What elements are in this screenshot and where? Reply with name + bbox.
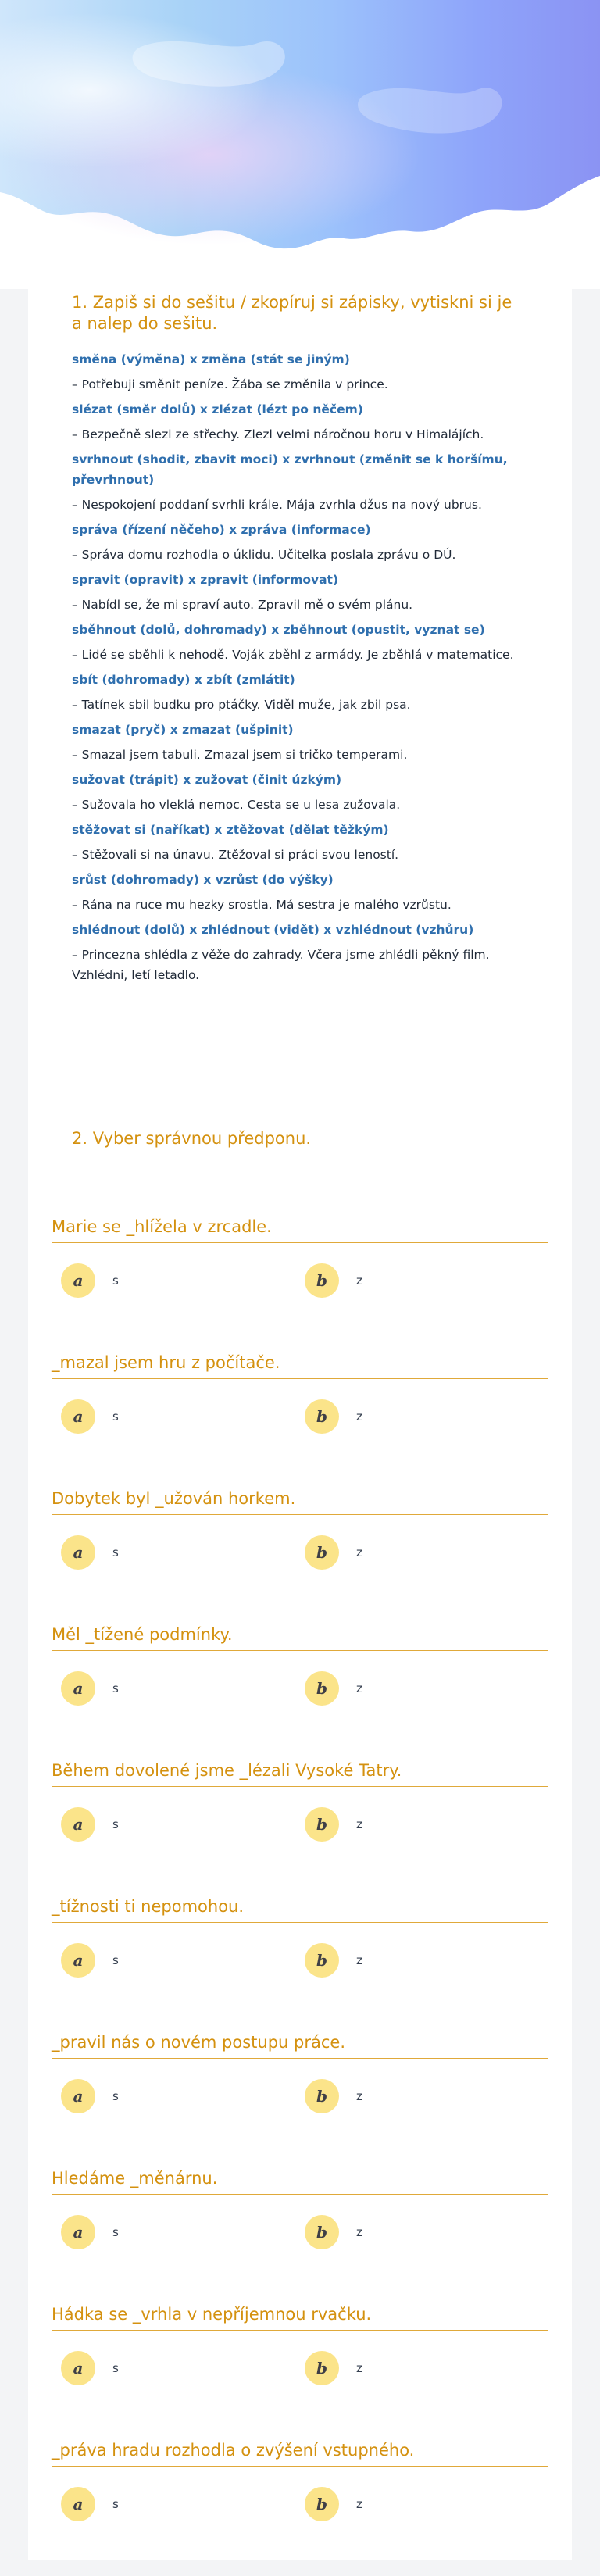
note-term: smazat (pryč) x zmazat (ušpinit): [72, 723, 294, 737]
note-term: sběhnout (dolů, dohromady) x zběhnout (opustit, vyznat se): [72, 623, 485, 637]
option-b[interactable]: [305, 2213, 362, 2252]
option-a-text: s: [112, 2089, 119, 2103]
option-b-badge: b: [305, 1263, 339, 1298]
option-a[interactable]: [61, 1805, 119, 1844]
option-b-text: z: [356, 1274, 362, 1288]
note-term: slézat (směr dolů) x zlézat (lézt po něčem): [72, 402, 363, 416]
option-a-badge: a: [61, 1671, 95, 1706]
question: [52, 1624, 548, 1717]
note-example: – Sužovala ho vleklá nemoc. Cesta se u lesa zužovala.: [72, 798, 401, 812]
note-example: – Bezpečně slezl ze střechy. Zlezl velmi náročnou horu v Himalájích.: [72, 427, 484, 441]
note-example: – Lidé se sběhli k nehodě. Voják zběhl z armády. Je zběhlá v matematice.: [72, 648, 514, 662]
option-b[interactable]: [305, 2077, 362, 2116]
question-text: Hádka se _vrhla v nepříjemnou rvačku.: [52, 2303, 548, 2331]
option-a-text: s: [112, 1953, 119, 1967]
option-b-text: z: [356, 1545, 362, 1560]
option-b-text: z: [356, 2089, 362, 2103]
option-b[interactable]: [305, 1261, 362, 1300]
note-term: spravit (opravit) x zpravit (informovat): [72, 573, 339, 587]
question: [52, 1760, 548, 1853]
question: [52, 2167, 548, 2261]
option-b-badge: b: [305, 1399, 339, 1434]
note-term: směna (výměna) x změna (stát se jiným): [72, 352, 350, 366]
option-a-text: s: [112, 2225, 119, 2239]
section-1-title: 1. Zapiš si do sešitu / zkopíruj si zápisky, vytiskni si je a nalep do sešitu.: [72, 292, 516, 341]
note-example: – Princezna shlédla z věže do zahrady. Včera jsme zhlédli pěkný film. Vzhlédni, letí letadlo.: [72, 948, 490, 982]
option-b-text: z: [356, 1953, 362, 1967]
section-exercise: [72, 1128, 516, 1156]
hero-banner: [0, 0, 600, 289]
option-a-text: s: [112, 1409, 119, 1424]
note-item: [72, 770, 516, 815]
option-a-text: s: [112, 1274, 119, 1288]
option-b-text: z: [356, 1409, 362, 1424]
option-a-badge: a: [61, 2487, 95, 2521]
option-a[interactable]: [61, 2349, 119, 2388]
option-b-badge: b: [305, 2487, 339, 2521]
option-b-badge: b: [305, 2351, 339, 2385]
option-b-text: z: [356, 2497, 362, 2511]
question-text: Marie se _hlížela v zrcadle.: [52, 1216, 548, 1243]
note-example: – Smazal jsem tabuli. Zmazal jsem si tričko temperami.: [72, 748, 408, 762]
option-a[interactable]: [61, 2213, 119, 2252]
question-text: _pravil nás o novém postupu práce.: [52, 2031, 548, 2059]
option-a-badge: a: [61, 1807, 95, 1842]
note-item: [72, 620, 516, 665]
option-a-text: s: [112, 2497, 119, 2511]
question-text: _mazal jsem hru z počítače.: [52, 1352, 548, 1379]
option-b-badge: b: [305, 1943, 339, 1978]
note-item: [72, 870, 516, 915]
option-b-text: z: [356, 2225, 362, 2239]
section-notes: [72, 292, 516, 985]
question-text: _tížnosti ti nepomohou.: [52, 1895, 548, 1923]
option-b-badge: b: [305, 1535, 339, 1570]
option-b-badge: b: [305, 2079, 339, 2113]
option-a-text: s: [112, 1817, 119, 1831]
note-term: stěžovat si (naříkat) x ztěžovat (dělat těžkým): [72, 823, 389, 837]
note-example: – Správa domu rozhodla o úklidu. Učitelka poslala zprávu o DÚ.: [72, 548, 456, 562]
note-example: – Nespokojení poddaní svrhli krále. Mája zvrhla džus na nový ubrus.: [72, 498, 482, 512]
watercolor-background: [0, 0, 600, 289]
question: [52, 2303, 548, 2397]
option-a-text: s: [112, 2361, 119, 2375]
question-text: Během dovolené jsme _lézali Vysoké Tatry.: [52, 1760, 548, 1787]
notes-list: [72, 349, 516, 985]
question-text: Měl _tížené podmínky.: [52, 1624, 548, 1651]
option-a[interactable]: [61, 1533, 119, 1572]
question: [52, 2031, 548, 2125]
option-a[interactable]: [61, 1261, 119, 1300]
worksheet-card: [28, 278, 572, 2560]
note-term: sbít (dohromady) x zbít (zmlátit): [72, 673, 295, 687]
option-b[interactable]: [305, 1669, 362, 1708]
option-a-badge: a: [61, 2079, 95, 2113]
note-item: [72, 349, 516, 395]
note-item: [72, 399, 516, 445]
note-term: shlédnout (dolů) x zhlédnout (vidět) x vzhlédnout (vzhůru): [72, 923, 474, 937]
option-b[interactable]: [305, 1941, 362, 1980]
note-term: správa (řízení něčeho) x zpráva (informace): [72, 523, 371, 537]
note-item: [72, 820, 516, 865]
note-item: [72, 720, 516, 765]
option-a-badge: a: [61, 2351, 95, 2385]
question-text: Hledáme _měnárnu.: [52, 2167, 548, 2195]
option-a-text: s: [112, 1681, 119, 1695]
option-a-badge: a: [61, 1263, 95, 1298]
option-a[interactable]: [61, 1669, 119, 1708]
option-a-badge: a: [61, 1399, 95, 1434]
option-a-badge: a: [61, 1943, 95, 1978]
note-example: – Potřebuji směnit peníze. Žába se změnila v prince.: [72, 377, 388, 391]
note-example: – Nabídl se, že mi spraví auto. Zpravil mě o svém plánu.: [72, 598, 413, 612]
note-item: [72, 449, 516, 515]
question: [52, 2439, 548, 2533]
option-a[interactable]: [61, 1397, 119, 1436]
note-item: [72, 520, 516, 565]
option-b-badge: b: [305, 1671, 339, 1706]
question-text: Dobytek byl _užován horkem.: [52, 1488, 548, 1515]
option-a-badge: a: [61, 1535, 95, 1570]
option-b-badge: b: [305, 2215, 339, 2249]
note-term: sužovat (trápit) x zužovat (činit úzkým): [72, 773, 342, 787]
note-item: [72, 670, 516, 715]
option-b-text: z: [356, 1681, 362, 1695]
note-example: – Tatínek sbil budku pro ptáčky. Viděl muže, jak zbil psa.: [72, 698, 411, 712]
note-example: – Rána na ruce mu hezky srostla. Má sestra je malého vzrůstu.: [72, 898, 452, 912]
option-b-text: z: [356, 2361, 362, 2375]
note-item: [72, 570, 516, 615]
option-b[interactable]: [305, 1805, 362, 1844]
option-b-text: z: [356, 1817, 362, 1831]
option-b-badge: b: [305, 1807, 339, 1842]
option-b[interactable]: [305, 1397, 362, 1436]
note-item: [72, 920, 516, 985]
section-2-title: 2. Vyber správnou předponu.: [72, 1128, 516, 1156]
option-b[interactable]: [305, 2349, 362, 2388]
question: [52, 1895, 548, 1989]
option-b[interactable]: [305, 1533, 362, 1572]
question: [52, 1216, 548, 1309]
option-a[interactable]: [61, 2485, 119, 2524]
option-a[interactable]: [61, 1941, 119, 1980]
option-a[interactable]: [61, 2077, 119, 2116]
note-term: srůst (dohromady) x vzrůst (do výšky): [72, 873, 334, 887]
option-b[interactable]: [305, 2485, 362, 2524]
question: [52, 1352, 548, 1445]
question-text: _práva hradu rozhodla o zvýšení vstupného.: [52, 2439, 548, 2467]
option-a-badge: a: [61, 2215, 95, 2249]
question: [52, 1488, 548, 1581]
note-example: – Stěžovali si na únavu. Ztěžoval si práci svou leností.: [72, 848, 399, 862]
note-term: svrhnout (shodit, zbavit moci) x zvrhnout (změnit se k horšímu, převrhnout): [72, 452, 508, 487]
option-a-text: s: [112, 1545, 119, 1560]
